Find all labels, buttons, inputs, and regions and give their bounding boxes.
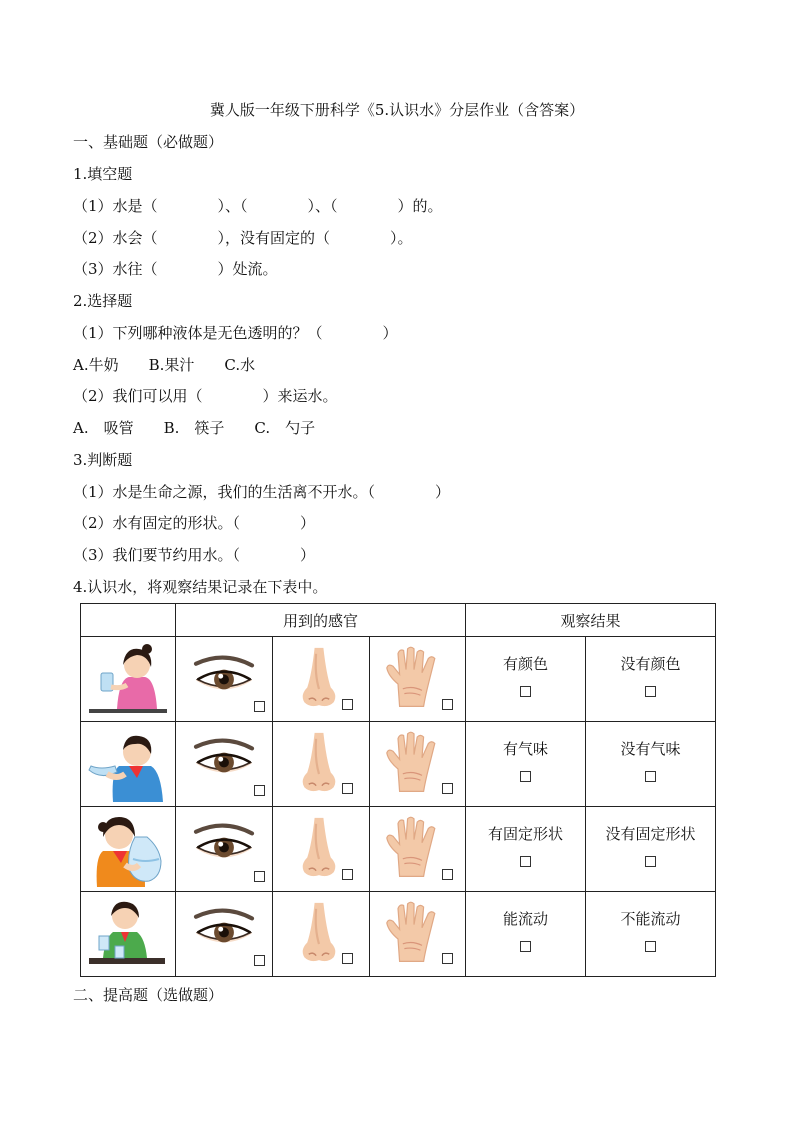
nose-checkbox[interactable] <box>342 699 353 710</box>
nose-checkbox[interactable] <box>342 783 353 794</box>
q2-options-2: A. 吸管 B. 筷子 C. 勺子 <box>73 419 316 437</box>
hand-icon <box>382 643 446 709</box>
nose-checkbox[interactable] <box>342 869 353 880</box>
q3-item-1: （1）水是生命之源，我们的生活离不开水。（ ） <box>73 483 451 501</box>
q3-heading: 3.判断题 <box>73 451 133 469</box>
eye-icon <box>191 820 257 870</box>
eye-checkbox[interactable] <box>254 955 265 966</box>
result-b-checkbox[interactable] <box>645 941 656 952</box>
hand-checkbox[interactable] <box>442 953 453 964</box>
eye-checkbox[interactable] <box>254 701 265 712</box>
eye-checkbox[interactable] <box>254 871 265 882</box>
q1-item-3: （3）水往（ ）处流。 <box>73 260 278 278</box>
hand-icon <box>382 898 446 964</box>
result-a-checkbox[interactable] <box>520 856 531 867</box>
hand-icon <box>382 728 446 794</box>
q1-heading: 1.填空题 <box>73 165 133 183</box>
result-b-checkbox[interactable] <box>645 771 656 782</box>
result-option-b: 没有气味 <box>620 740 681 758</box>
nose-icon <box>297 643 341 713</box>
child-looking-at-water-icon <box>81 637 176 721</box>
result-a-checkbox[interactable] <box>520 771 531 782</box>
q1-item-1: （1）水是（ ）、（ ）、（ ）的。 <box>73 197 443 215</box>
q3-item-3: （3）我们要节约用水。（ ） <box>73 546 316 564</box>
q2-item-2: （2）我们可以用（ ）来运水。 <box>73 387 338 405</box>
eye-icon <box>191 652 257 702</box>
child-holding-water-bag-icon <box>81 807 176 891</box>
header-senses: 用到的感官 <box>176 604 466 637</box>
result-option-a: 有固定形状 <box>487 825 563 843</box>
table-row <box>81 637 716 722</box>
table-row <box>81 807 716 892</box>
nose-checkbox[interactable] <box>342 953 353 964</box>
q2-options-1: A.牛奶 B.果汁 C.水 <box>73 356 256 374</box>
observation-table <box>80 603 716 977</box>
section-advanced-heading: 二、提高题（选做题） <box>73 986 224 1004</box>
result-option-b: 没有颜色 <box>620 655 681 673</box>
result-option-a: 有气味 <box>502 740 548 758</box>
q4-heading: 4.认识水，将观察结果记录在下表中。 <box>73 578 328 596</box>
q1-item-2: （2）水会（ ），没有固定的（ ）。 <box>73 229 413 247</box>
q3-item-2: （2）水有固定的形状。（ ） <box>73 514 316 532</box>
nose-icon <box>297 728 341 798</box>
section-basic-heading: 一、基础题（必做题） <box>73 133 224 151</box>
hand-checkbox[interactable] <box>442 869 453 880</box>
hand-icon <box>382 813 446 879</box>
page-title: 冀人版一年级下册科学《5.认识水》分层作业（含答案） <box>209 101 585 119</box>
nose-icon <box>297 898 341 968</box>
result-option-b: 不能流动 <box>620 910 681 928</box>
q2-heading: 2.选择题 <box>73 292 133 310</box>
eye-icon <box>191 905 257 955</box>
header-results: 观察结果 <box>466 604 716 637</box>
result-b-checkbox[interactable] <box>645 856 656 867</box>
result-option-a: 能流动 <box>502 910 548 928</box>
table-row <box>81 892 716 977</box>
result-a-checkbox[interactable] <box>520 941 531 952</box>
result-option-b: 没有固定形状 <box>605 825 696 843</box>
child-smelling-water-icon <box>81 722 176 806</box>
result-b-checkbox[interactable] <box>645 686 656 697</box>
result-a-checkbox[interactable] <box>520 686 531 697</box>
nose-icon <box>297 813 341 883</box>
result-option-a: 有颜色 <box>502 655 548 673</box>
eye-checkbox[interactable] <box>254 785 265 796</box>
eye-icon <box>191 735 257 785</box>
table-corner <box>81 604 176 637</box>
q2-item-1: （1）下列哪种液体是无色透明的？（ ） <box>73 324 398 342</box>
table-row <box>81 722 716 807</box>
hand-checkbox[interactable] <box>442 783 453 794</box>
hand-checkbox[interactable] <box>442 699 453 710</box>
child-pouring-water-icon <box>81 892 176 976</box>
